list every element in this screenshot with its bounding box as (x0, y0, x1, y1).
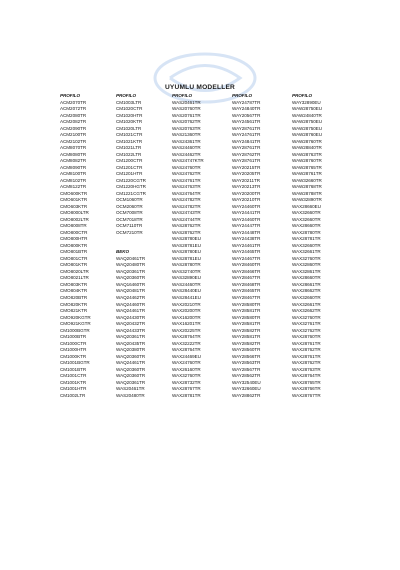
model-code: WAY28560TR (232, 347, 261, 353)
model-code: WAY20567TR (232, 112, 261, 118)
model-code: CMO921KGTR (60, 321, 91, 327)
model-code: ACM8100TR (60, 171, 87, 177)
model-code: CMO820KTR (60, 301, 88, 307)
model-code: WAQ24433TR (116, 327, 146, 333)
model-code: WAX32861TR (292, 268, 321, 274)
model-code: WAS24743TR (172, 210, 201, 216)
model-code: WAX24760TR (172, 360, 201, 366)
model-code: WAY28567TR (232, 366, 261, 372)
model-code: WAY28467TR (232, 275, 261, 281)
model-code: WAQ20360TR (116, 373, 146, 379)
model-code: WAQ20361TR (116, 268, 146, 274)
model-code: WAQ20461TR (116, 255, 146, 261)
model-code: WAW28760EU (292, 132, 323, 138)
model-code: WAY28466TR (232, 268, 261, 274)
model-code: WAS20761TR (172, 112, 201, 118)
model-code: WAX20200TR (172, 308, 201, 314)
model-code: WAQ16460TR (116, 281, 146, 287)
model-code: WAY28460TR (232, 262, 261, 268)
model-code: CM1021LTR (116, 145, 142, 151)
model-code: WAS24760TR (172, 164, 201, 170)
model-code: CMO800CTR (60, 229, 88, 235)
model-code: WAY28581TR (232, 308, 261, 314)
model-code: WAQ20361TR (116, 334, 146, 340)
model-code: WAS20762TR (172, 119, 201, 125)
model-code: CM1000BGTR (60, 327, 90, 333)
model-code: CMO803KTR (60, 281, 88, 287)
model-code: WAX32761TR (292, 321, 321, 327)
model-code: WAY24465TR (232, 249, 261, 255)
model-code: CM1221CGTR (116, 190, 146, 196)
model-code: WAY20200TR (232, 190, 261, 196)
model-code: CMO8008TR (60, 223, 87, 229)
model-code: ACM8070TR (60, 145, 87, 151)
model-code: WAS24782TR (172, 197, 201, 203)
model-code: CM1001CTR (60, 373, 87, 379)
model-code: OCM7018TR (116, 216, 143, 222)
model-code: WAY28580TR (232, 301, 261, 307)
model-code: CM1020KTR (116, 119, 143, 125)
model-code: WAX28767TR (172, 386, 201, 392)
model-code: CM1022LTR (116, 151, 142, 157)
column-header: PROFILO (292, 93, 313, 98)
model-code: WAQ20435TR (116, 340, 146, 346)
model-code: OCM7210TR (116, 229, 143, 235)
model-code: WAX28781TR (292, 236, 321, 242)
model-code: ACM2070TR (60, 99, 87, 105)
model-code: WAS21360TR (172, 132, 201, 138)
model-code: WAX28661TR (292, 281, 321, 287)
model-code: WAX28662TR (292, 288, 321, 294)
model-code: CMO804KTR (60, 288, 88, 294)
model-code: ACM2072TR (60, 106, 87, 112)
model-code: WAQ20481TR (116, 288, 146, 294)
brand-subheader: BEKO (116, 249, 130, 255)
model-code: OCM1060TR (116, 197, 143, 203)
model-code: WAS20760TR (172, 106, 201, 112)
model-code: WAS24460TR (172, 145, 201, 151)
model-code: WAX32760TR (292, 314, 321, 320)
model-code: WAY24467TR (232, 255, 261, 261)
model-code: WAY24761TR (232, 132, 261, 138)
model-code: CM1200CTR (116, 158, 143, 164)
model-code: WAY28582TR (232, 327, 261, 333)
model-code: WAY32890EU (292, 99, 321, 105)
model-code: WAS24763TR (172, 184, 201, 190)
model-code: WAW28768TR (292, 184, 322, 190)
model-code: WAW32890TR (292, 197, 322, 203)
model-code: WAS28780EU (172, 236, 201, 242)
model-code: OCM7008TR (116, 210, 143, 216)
model-code: OCM7110TR (116, 223, 143, 229)
model-code: ACM8082TR (60, 158, 87, 164)
model-code: WAY20205TR (232, 171, 261, 177)
model-code: WAQ20432TR (116, 321, 146, 327)
model-code: WAY28562TR (232, 373, 261, 379)
model-code: WAY20211TR (232, 177, 261, 183)
model-code: WAQ24430TR (116, 314, 146, 320)
model-code: WAX28761TR (292, 340, 321, 346)
model-code: CMO820BTR (60, 294, 88, 300)
model-code: WAQ20480TR (116, 262, 146, 268)
model-code: WAX16200TR (172, 314, 201, 320)
model-code: WAY32660EU (232, 386, 261, 392)
model-code: CMO801BTR (60, 249, 88, 255)
model-code: CM1021KTR (116, 138, 143, 144)
model-code: WAS28780EU (172, 249, 201, 255)
model-code: WAY28563TR (232, 360, 261, 366)
model-code: WAY20215TR (232, 164, 261, 170)
model-code: WAX16201TR (172, 321, 201, 327)
model-code: WAX20225TR (172, 327, 201, 333)
model-code: WAY20213TR (232, 184, 261, 190)
model-code: WAY24447TR (232, 223, 261, 229)
model-code: WAY24561TR (232, 119, 261, 125)
model-code: WAX28763TR (292, 366, 321, 372)
model-code: WAY24460TR (232, 203, 261, 209)
model-code: WAX28767TR (292, 392, 321, 398)
model-code: ACM8122TR (60, 184, 87, 190)
model-code: CM1000CTR (60, 340, 87, 346)
model-code: WAW28840TR (292, 145, 322, 151)
model-code: WAY24787TR (232, 99, 261, 105)
model-code: WAX20210TR (172, 301, 201, 307)
model-code: WAX32760TR (292, 255, 321, 261)
column-header: PROFILO (172, 93, 193, 98)
model-code: WAS28762TR (172, 229, 201, 235)
model-code: CMO601KTR (60, 197, 88, 203)
model-code: WAS24782TR (172, 203, 201, 209)
model-code: WAY24461TR (232, 242, 261, 248)
model-code: CM1000HTR (60, 347, 87, 353)
model-code: CM1001BTR (60, 366, 87, 372)
model-code: ACM2080TR (60, 112, 87, 118)
model-code: WAQ24460TR (116, 301, 146, 307)
model-code: WAW28750EU (292, 125, 323, 131)
model-code: WAX32660TR (292, 294, 321, 300)
model-code: CM1020HTR (116, 112, 143, 118)
model-code: CMO8000LTR (60, 210, 89, 216)
model-code: WAQ20360TR (116, 366, 146, 372)
model-code: WAX28780TR (292, 229, 321, 235)
model-code: WAS28441EU (172, 294, 201, 300)
model-code: WAY32540EU (232, 379, 261, 385)
model-code: WAY28581TR (232, 321, 261, 327)
model-code: CM1001KTR (60, 379, 87, 385)
model-code: WAY24840TR (232, 106, 261, 112)
model-code: WAS28762TR (172, 223, 201, 229)
model-code: WAX28732TR (172, 379, 201, 385)
model-code: WAQ24461TR (116, 360, 146, 366)
model-code: CM1000BTR (60, 334, 87, 340)
model-column (116, 93, 172, 399)
model-code: CM1020LTR (116, 125, 142, 131)
model-code: WAS24462TR (172, 151, 201, 157)
model-code: WAX28660TR (292, 275, 321, 281)
model-code: WAW28760TR (292, 158, 322, 164)
model-code: CM1220HGTR (116, 184, 146, 190)
model-code: WAX28762TR (292, 360, 321, 366)
model-code: CM1201HTR (116, 171, 143, 177)
model-code: ACM2102TR (60, 138, 87, 144)
model-code: WAS20461TR (172, 99, 201, 105)
model-code: WAY24438TR (232, 236, 261, 242)
model-code: WAS20763TR (172, 125, 201, 131)
model-code: WAW28750EU (292, 119, 323, 125)
model-code: WAS28781EU (172, 242, 201, 248)
model-code: CM1020CTR (116, 106, 143, 112)
model-code: CMO801KTR (60, 262, 88, 268)
model-code: WAX28766TR (292, 386, 321, 392)
column-header: PROFILO (60, 93, 81, 98)
model-code: WAX32760TR (172, 373, 201, 379)
model-code: CMO920KGTR (60, 314, 91, 320)
model-code: CM1021CTR (116, 132, 143, 138)
model-code: WAW28765TR (292, 164, 322, 170)
model-code: WAW28760TR (292, 138, 322, 144)
model-code: WAY28580TR (232, 314, 261, 320)
model-code: WAX32222TR (172, 340, 201, 346)
model-code: CMO800HTR (60, 236, 88, 242)
model-code: WAY28862TR (232, 392, 261, 398)
model-code: ACM8080TR (60, 151, 87, 157)
model-code: WAY20210TR (232, 197, 261, 203)
model-code: WAX28764TR (172, 334, 201, 340)
model-code: WAS24460TR (172, 281, 201, 287)
model-code: CMO821KTR (60, 308, 88, 314)
model-code: CMO8002LTR (60, 216, 89, 222)
model-code: CM1220CGTR (116, 177, 146, 183)
model-code: WAY28761TR (232, 158, 261, 164)
model-code: WAS28780TR (172, 262, 201, 268)
model-code: WAW28750EU (292, 106, 323, 112)
model-code: OCM2060TR (116, 203, 143, 209)
model-code: WAQ24462TR (116, 294, 146, 300)
model-code: WAQ20360TR (116, 353, 146, 359)
model-code: WAY28581TR (232, 334, 261, 340)
model-code: WAS24762TR (172, 171, 201, 177)
page-title: UYUMLU MODELLER (164, 84, 236, 91)
model-code: WAS28781EU (172, 255, 201, 261)
model-code: WAY28467TR (232, 294, 261, 300)
model-code: WAX32660TR (292, 216, 321, 222)
model-code: CM1002LTR (60, 392, 86, 398)
column-header: PROFILO (232, 93, 253, 98)
model-code: WAS32890EU (172, 275, 201, 281)
model-code: WAS24764TR (172, 190, 201, 196)
model-code: WAX28781TR (172, 392, 201, 398)
model-code: WAS32740TR (172, 268, 201, 274)
model-code: WAS24747KTR (172, 158, 204, 164)
model-code: CMO600KTR (60, 190, 88, 196)
model-code: WAY28465TR (232, 288, 261, 294)
model-code: WAY28761TR (232, 125, 261, 131)
model-code: WAY28566TR (232, 353, 261, 359)
model-column (232, 93, 292, 399)
model-code: WAX28760TR (292, 334, 321, 340)
model-code: WAW28761TR (292, 171, 322, 177)
model-column (172, 93, 232, 399)
model-code: WAS24761TR (172, 177, 201, 183)
model-code: CMO603KTR (60, 203, 88, 209)
model-code: WAX32660TR (292, 242, 321, 248)
model-code: WAQ24461TR (116, 308, 146, 314)
model-code: WAW28763TR (292, 151, 322, 157)
model-code: WAY28761TR (232, 145, 261, 151)
model-code: WAS20461TR (116, 386, 145, 392)
model-code: WAX28762TR (292, 347, 321, 353)
model-code: WAX28765TR (292, 379, 321, 385)
model-code: WAW32660TR (292, 177, 322, 183)
model-code: WAY24448TR (232, 229, 261, 235)
model-code: WAX26160TR (172, 366, 201, 372)
model-code: CMO800KTR (60, 242, 88, 248)
model-code: WAY28762TR (232, 151, 261, 157)
model-code: ACM8090TR (60, 164, 87, 170)
model-code: WAQ20361TR (116, 379, 146, 385)
model-code: WAX32762TR (292, 327, 321, 333)
model-code: WAX28761TR (292, 353, 321, 359)
model-code: WAX32661TR (292, 249, 321, 255)
model-code: ACM2090TR (60, 125, 87, 131)
model-code: WAX28764TR (292, 373, 321, 379)
model-code: CMO8021LTR (60, 275, 89, 281)
model-code: WAX32660TR (292, 210, 321, 216)
model-code: WAQ20380TR (116, 347, 146, 353)
models-table (60, 93, 350, 399)
model-code: WAX28660EU (292, 203, 321, 209)
model-code: CM1001HTR (60, 386, 87, 392)
model-column (60, 93, 116, 399)
model-code: WAS24744TR (172, 216, 201, 222)
model-code: CM1000KTR (60, 353, 87, 359)
model-code: CMO801CTR (60, 255, 88, 261)
model-code: WAS20480TR (116, 392, 145, 398)
model-code: WAX24469EU (172, 353, 201, 359)
model-code: WAY24441TR (232, 210, 261, 216)
model-code: WAX28660TR (292, 223, 321, 229)
model-code: WAY28468TR (232, 281, 261, 287)
model-code: WAQ20360TR (116, 275, 146, 281)
model-code: CM1001BGTR (60, 360, 90, 366)
model-code: WAS28440EU (172, 288, 201, 294)
model-code: WAW28788TR (292, 190, 322, 196)
model-code: WAY24841TR (232, 138, 261, 144)
model-code: WAX32860TR (292, 262, 321, 268)
model-code: WAS24361TR (172, 138, 201, 144)
model-code: WAY28582TR (232, 340, 261, 346)
model-code: WAX32662TR (292, 308, 321, 314)
model-code: CM1003LTR (116, 99, 142, 105)
model-code: ACM2100TR (60, 132, 87, 138)
model-column (292, 93, 350, 399)
column-header: PROFILO (116, 93, 137, 98)
model-code: ACM2082TR (60, 119, 87, 125)
model-code: WAX32661TR (292, 301, 321, 307)
model-code: WAX28764TR (172, 347, 201, 353)
model-code: CMO8020LTR (60, 268, 89, 274)
model-code: CM1201CTR (116, 164, 143, 170)
model-code: WAW24840TR (292, 112, 322, 118)
model-code: WAY24460TR (232, 216, 261, 222)
model-code: ACM8102TR (60, 177, 87, 183)
